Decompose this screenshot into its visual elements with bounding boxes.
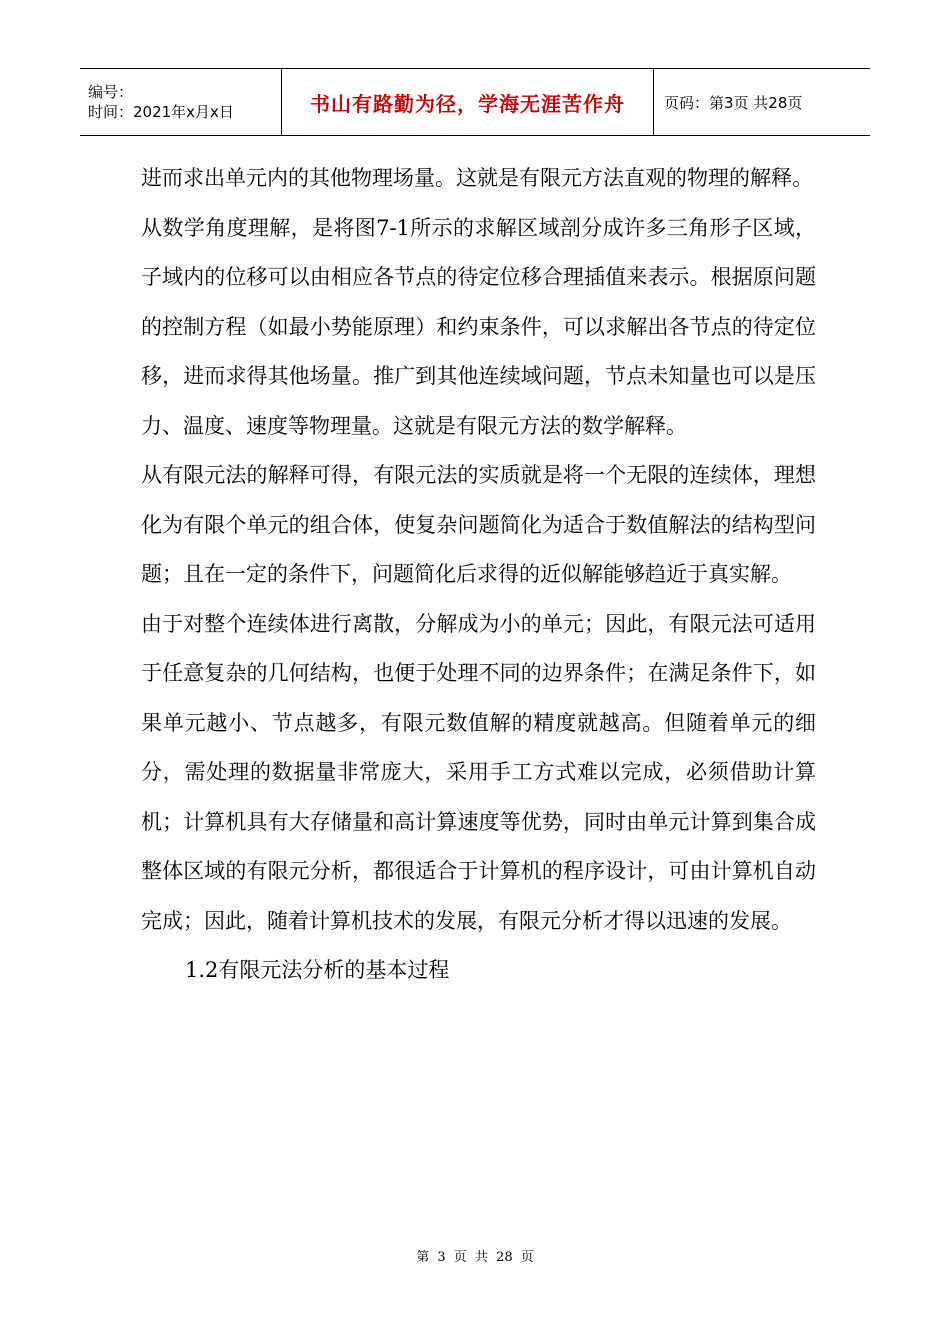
document-body	[141, 154, 816, 996]
header-page-info: 页码：第3页 共28页	[664, 93, 803, 112]
number-label: 编号：	[88, 83, 134, 101]
header-motto-cell	[282, 69, 654, 135]
paragraph-4: 由于对整个连续体进行离散，分解成为小的单元；因此，有限元法可适用于任意复杂的几何结构，也便于处理不同的边界条件；在满足条件下，如果单元越小、节点越多，有限元数值解的精度就越高。但随着单元的细分，需处理的数据量非常庞大，采用手工方式难以完成，必须借助计算机；计算机具有大存储量和高计算速度等优势，同时由单元计算到集合成整体区域的有限元分析，都很适合于计算机的程序设计，可由计算机自动完成；因此，随着计算机技术的发展，有限元分析才得以迅速的发展。	[141, 611, 816, 933]
paragraph-3: 从有限元法的解释可得，有限元法的实质就是将一个无限的连续体，理想化为有限个单元的组合体，使复杂问题简化为适合于数值解法的结构型问题；且在一定的条件下，问题简化后求得的近似解能够趋近于真实解。	[141, 463, 816, 586]
page-header	[80, 68, 870, 136]
section-subheading: 1.2有限元法分析的基本过程	[185, 958, 450, 982]
header-page-info-cell	[654, 69, 870, 135]
date-label: 时间：2021年x月x日	[88, 103, 234, 121]
header-motto: 书山有路勤为径，学海无涯苦作舟	[310, 91, 625, 116]
paragraph-1: 进而求出单元内的其他物理场量。这就是有限元方法直观的物理的解释。	[141, 166, 813, 190]
page-footer: 第 3 页 共 28 页	[416, 1250, 534, 1265]
paragraph-2: 从数学角度理解，是将图7-1所示的求解区域剖分成许多三角形子区域，子域内的位移可以由相应各节点的待定位移合理插值来表示。根据原问题的控制方程（如最小势能原理）和约束条件，可以求解出各节点的待定位移，进而求得其他场量。推广到其他连续域问题，节点未知量也可以是压力、温度、速度等物理量。这就是有限元方法的数学解释。	[141, 215, 816, 438]
header-meta	[80, 69, 282, 135]
